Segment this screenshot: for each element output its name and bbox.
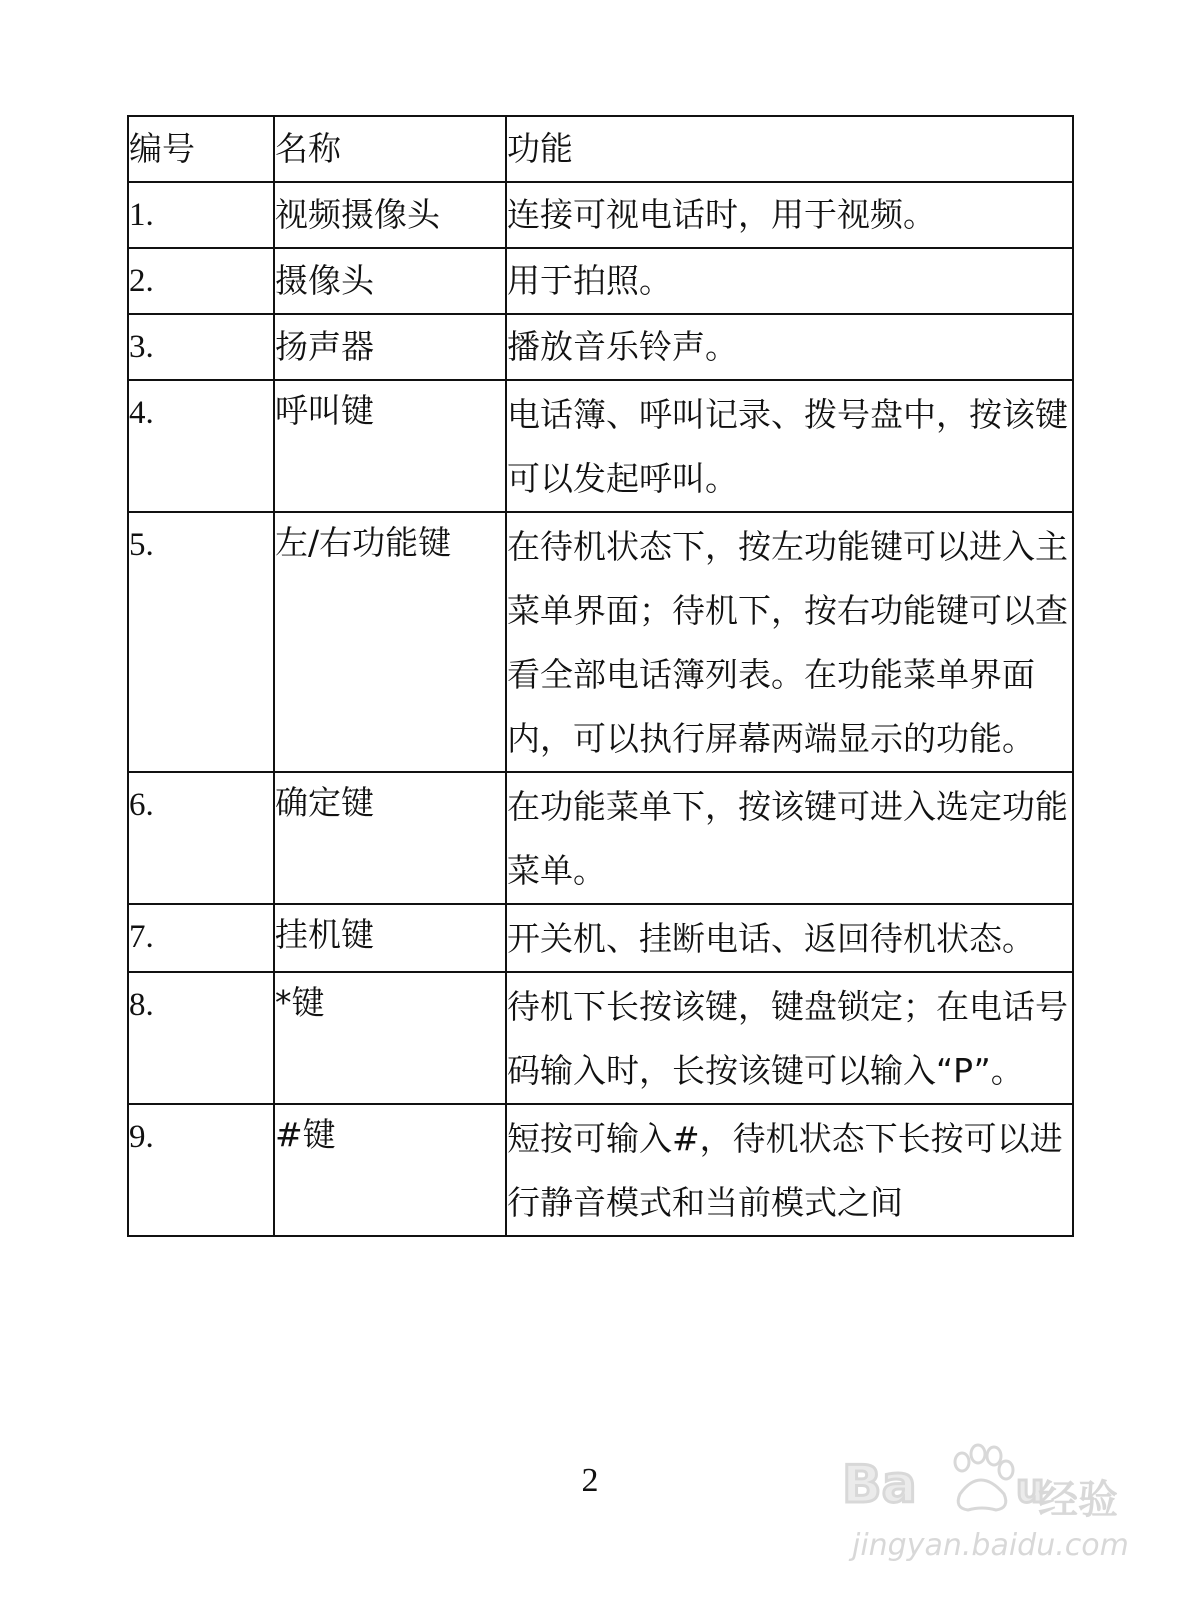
row-name: 视频摄像头 bbox=[274, 182, 506, 248]
header-function: 功能 bbox=[506, 116, 1073, 182]
table-row bbox=[128, 248, 1073, 314]
row-number: 5. bbox=[128, 512, 274, 772]
key-function-table bbox=[127, 115, 1074, 1237]
row-number: 4. bbox=[128, 380, 274, 512]
table-row bbox=[128, 512, 1073, 772]
table-row bbox=[128, 182, 1073, 248]
row-function: 短按可输入#，待机状态下长按可以进行静音模式和当前模式之间 bbox=[506, 1104, 1073, 1236]
table-row bbox=[128, 380, 1073, 512]
baidu-paw-logo-icon bbox=[838, 1440, 1048, 1530]
watermark-text: 经验 bbox=[1038, 1477, 1118, 1523]
table-row bbox=[128, 314, 1073, 380]
row-function: 用于拍照。 bbox=[506, 248, 1073, 314]
row-function: 在待机状态下，按左功能键可以进入主菜单界面；待机下，按右功能键可以查看全部电话簿列表。在功能菜单界面内，可以执行屏幕两端显示的功能。 bbox=[506, 512, 1073, 772]
row-number: 6. bbox=[128, 772, 274, 904]
row-function: 待机下长按该键，键盘锁定；在电话号码输入时，长按该键可以输入“P”。 bbox=[506, 972, 1073, 1104]
row-number: 8. bbox=[128, 972, 274, 1104]
page-number: 2 bbox=[581, 1462, 599, 1499]
row-function: 播放音乐铃声。 bbox=[506, 314, 1073, 380]
table-row bbox=[128, 972, 1073, 1104]
table-row bbox=[128, 1104, 1073, 1236]
table-row bbox=[128, 904, 1073, 972]
svg-text:u: u bbox=[1016, 1466, 1045, 1512]
row-name: #键 bbox=[274, 1104, 506, 1236]
row-function: 在功能菜单下，按该键可进入选定功能菜单。 bbox=[506, 772, 1073, 904]
row-function: 开关机、挂断电话、返回待机状态。 bbox=[506, 904, 1073, 972]
table-header-row bbox=[128, 116, 1073, 182]
row-number: 7. bbox=[128, 904, 274, 972]
row-name: 呼叫键 bbox=[274, 380, 506, 512]
header-number: 编号 bbox=[128, 116, 274, 182]
watermark-url: jingyan.baidu.com bbox=[852, 1528, 1129, 1563]
row-function: 电话簿、呼叫记录、拨号盘中，按该键可以发起呼叫。 bbox=[506, 380, 1073, 512]
row-name: 确定键 bbox=[274, 772, 506, 904]
baidu-watermark bbox=[838, 1440, 1128, 1570]
table-row bbox=[128, 772, 1073, 904]
svg-text:Ba: Ba bbox=[842, 1455, 917, 1515]
row-name: 左/右功能键 bbox=[274, 512, 506, 772]
row-name: *键 bbox=[274, 972, 506, 1104]
row-number: 9. bbox=[128, 1104, 274, 1236]
row-number: 3. bbox=[128, 314, 274, 380]
row-name: 扬声器 bbox=[274, 314, 506, 380]
header-name: 名称 bbox=[274, 116, 506, 182]
row-name: 摄像头 bbox=[274, 248, 506, 314]
row-number: 1. bbox=[128, 182, 274, 248]
row-name: 挂机键 bbox=[274, 904, 506, 972]
row-number: 2. bbox=[128, 248, 274, 314]
row-function: 连接可视电话时，用于视频。 bbox=[506, 182, 1073, 248]
